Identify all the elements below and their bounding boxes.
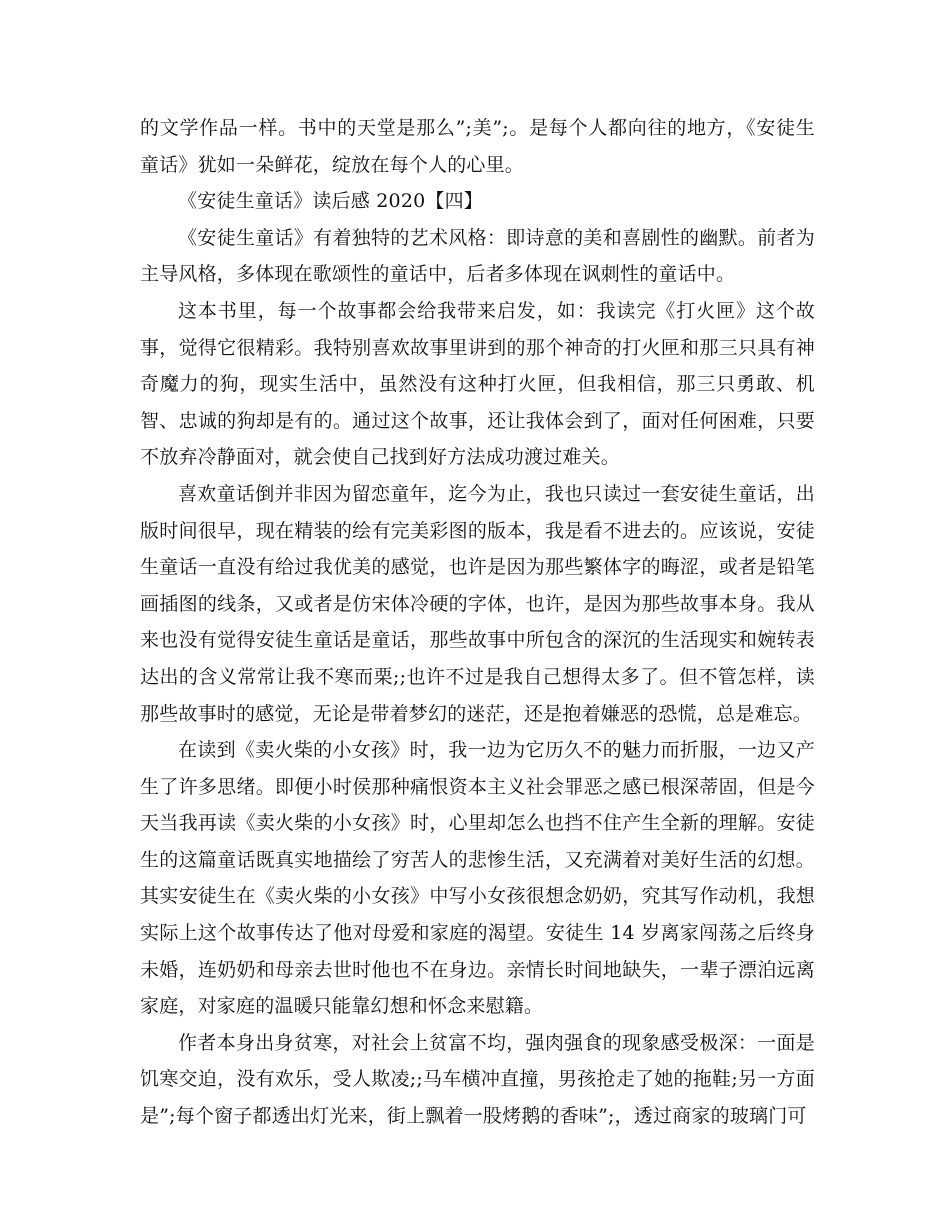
- paragraph-art-style: 《安徒生童话》有着独特的艺术风格：即诗意的美和喜剧性的幽默。前者为主导风格，多体现在歌颂性的童话中，后者多体现在讽刺性的童话中。: [140, 226, 815, 286]
- paragraph-continuation: 的文学作品一样。书中的天堂是那么”;美”;。是每个人都向往的地方，《安徒生童话》犹如一朵鲜花，绽放在每个人的心里。: [140, 117, 815, 176]
- paragraph-tinderbox: 这本书里，每一个故事都会给我带来启发，如：我读完《打火匣》这个故事，觉得它很精彩。我特别喜欢故事里讲到的那个神奇的打火匣和那三只具有神奇魔力的狗，现实生活中，虽然没有这种打火匣，但我相信，那三只勇敢、机智、忠诚的狗却是有的。通过这个故事，还让我体会到了，面对任何困难，只要不放弃冷静面对，就会使自己找到好方法成功渡过难关。: [140, 299, 815, 469]
- paragraph-fairy-tale-feelings: 喜欢童话倒并非因为留恋童年，迄今为止，我也只读过一套安徒生童话，出版时间很早，现在精装的绘有完美彩图的版本，我是看不进去的。应该说，安徒生童话一直没有给过我优美的感觉，也许是因为那些繁体字的晦涩，或者是铅笔画插图的线条，又或者是仿宋体冷硬的字体，也许，是因为那些故事本身。我从来也没有觉得安徒生童话是童话，那些故事中所包含的深沉的生活现实和婉转表达出的含义常常让我不寒而栗;;也许不过是我自己想得太多了。但不管怎样，读那些故事时的感觉，无论是带着梦幻的迷茫，还是抱着嫌恶的恐慌，总是难忘。: [140, 482, 815, 725]
- paragraph-match-girl: 在读到《卖火柴的小女孩》时，我一边为它历久不的魅力而折服，一边又产生了许多思绪。即便小时侯那种痛恨资本主义社会罪恶之感已根深蒂固，但是今天当我再读《卖火柴的小女孩》时，心里却怎么也挡不住产生全新的理解。安徒生的这篇童话既真实地描绘了穷苦人的悲惨生活，又充满着对美好生活的幻想。其实安徒生在《卖火柴的小女孩》中写小女孩很想念奶奶，究其写作动机，我想实际上这个故事传达了他对母爱和家庭的渴望。安徒生 14 岁离家闯荡之后终身未婚，连奶奶和母亲去世时他也不在身边。亲情长时间地缺失，一辈子漂泊远离家庭，对家庭的温暖只能靠幻想和怀念来慰籍。: [140, 739, 815, 1018]
- section-heading: 《安徒生童话》读后感 2020【四】: [178, 190, 483, 213]
- document-body: [140, 110, 815, 1135]
- paragraph-author-background: 作者本身出身贫寒，对社会上贫富不均，强肉强食的现象感受极深：一面是饥寒交迫，没有欢乐，受人欺凌;;马车横冲直撞，男孩抢走了她的拖鞋;另一方面是”;每个窗子都透出灯光来，街上飘着一股烤鹅的香味”;，透过商家的玻璃门可: [140, 1031, 815, 1128]
